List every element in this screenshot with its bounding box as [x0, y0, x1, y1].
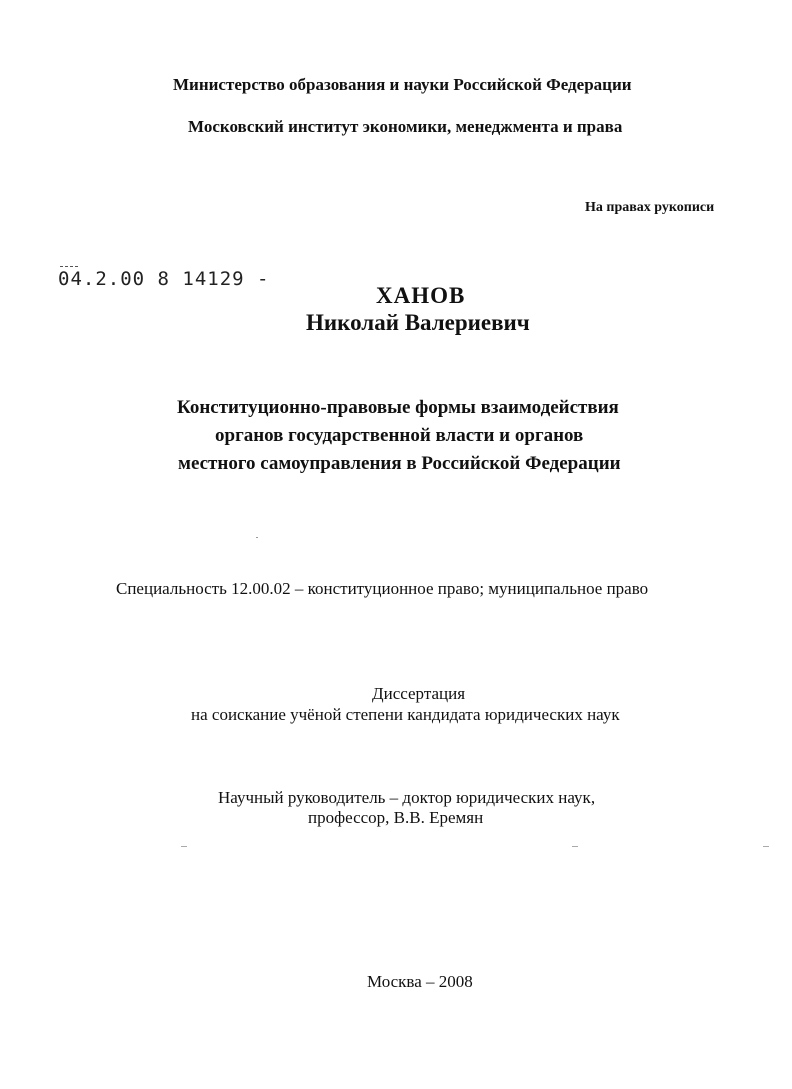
thesis-title-line-1: Конституционно-правовые формы взаимодействия — [177, 397, 619, 418]
scan-mark — [572, 846, 578, 847]
specialty-line: Специальность 12.00.02 – конституционное право; муниципальное право — [116, 579, 649, 598]
thesis-title-line-2: органов государственной власти и органов — [215, 425, 584, 446]
dissertation-label: Диссертация — [372, 684, 466, 703]
manuscript-note: На правах рукописи — [585, 200, 715, 215]
registry-stamp: 04.2.00 8 14129 - — [58, 268, 270, 290]
supervisor-line-2: профессор, В.В. Еремян — [308, 808, 484, 827]
scan-mark — [181, 846, 187, 847]
degree-line: на соискание учёной степени кандидата юридических наук — [191, 705, 620, 724]
thesis-title-line-3: местного самоуправления в Российской Федерации — [178, 453, 621, 474]
institute-heading: Московский институт экономики, менеджмента и права — [188, 117, 623, 136]
author-name: Николай Валериевич — [306, 310, 530, 335]
supervisor-line-1: Научный руководитель – доктор юридических наук, — [218, 788, 596, 807]
scan-mark — [763, 846, 769, 847]
stamp-overline — [60, 266, 78, 267]
city-year: Москва – 2008 — [367, 972, 473, 991]
ministry-heading: Министерство образования и науки Российской Федерации — [173, 75, 632, 94]
scan-speck — [256, 537, 258, 538]
author-surname: ХАНОВ — [376, 283, 466, 308]
